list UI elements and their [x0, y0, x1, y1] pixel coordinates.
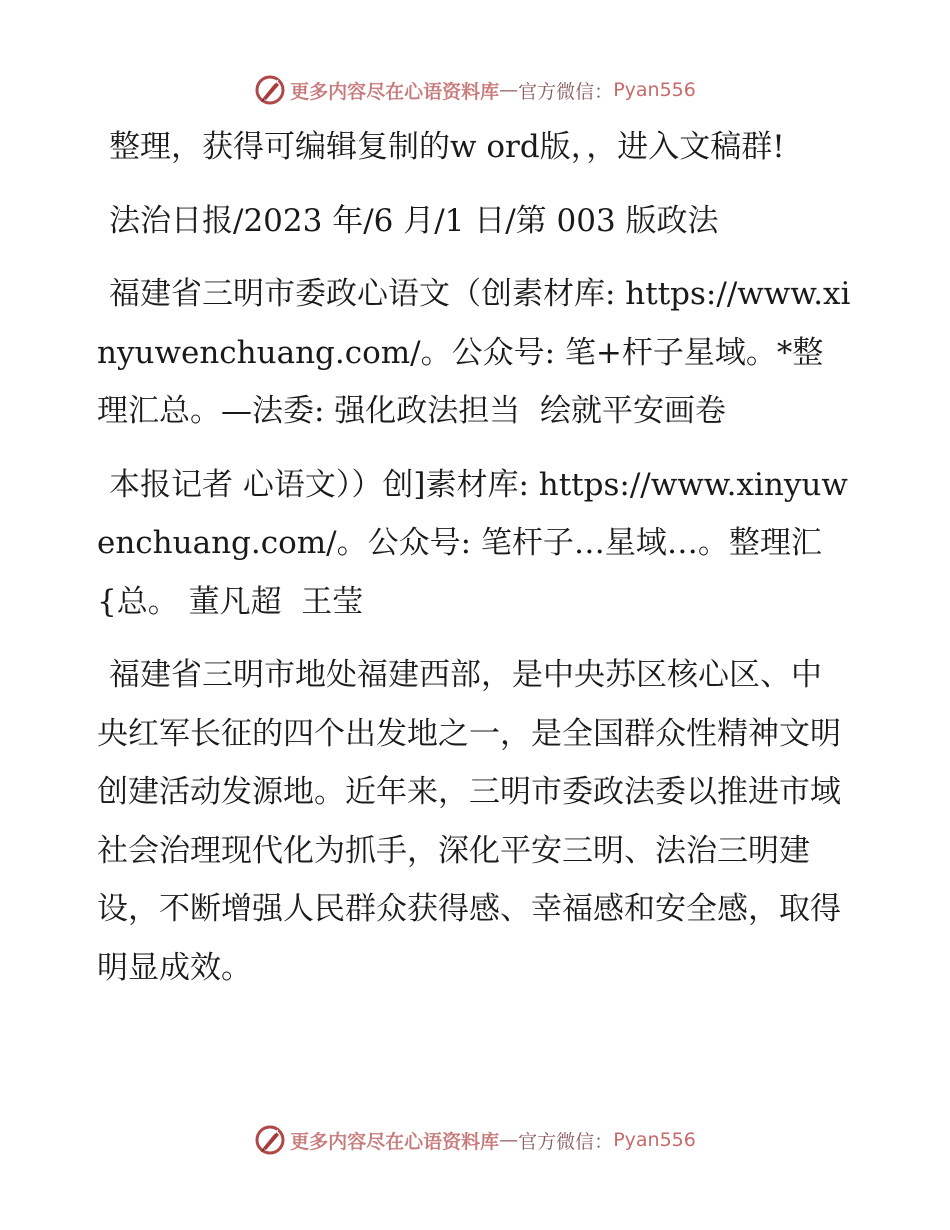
footer-banner: [0, 1120, 950, 1160]
banner-wechat-label: 官方微信：: [518, 1130, 614, 1153]
banner-main-text: 更多内容尽在心语资料库: [290, 80, 500, 103]
quill-pen-logo-icon: [254, 74, 286, 106]
banner-dash: —: [499, 1129, 519, 1151]
banner-dash: —: [499, 79, 519, 101]
banner-main-text: 更多内容尽在心语资料库: [290, 1130, 500, 1153]
paragraph-headline: 福建省三明市委政心语文（创素材库: https://www.xinyuwenchuang.com/。公众号: 笔+杆子星域。*整理汇总。—法委: 强化政法担当 绘就平安画卷: [97, 276, 851, 429]
banner-wechat-label: 官方微信：: [518, 80, 614, 103]
document-body: [97, 118, 852, 997]
header-banner: [0, 70, 950, 110]
paragraph-source-line: 法治日报/2023 年/6 月/1 日/第 003 版政法: [109, 202, 719, 239]
banner-wechat-id: Pyan556: [613, 79, 696, 101]
quill-pen-logo-icon: [254, 1124, 286, 1156]
paragraph-intro: 整理，获得可编辑复制的w ord版，，进入文稿群!: [109, 129, 785, 165]
banner-wechat-id: Pyan556: [613, 1129, 696, 1151]
paragraph-byline: 本报记者 心语文））创]素材库: https://www.xinyuwenchuang.com/。公众号: 笔杆子…星域…。整理汇{总。 董凡超 王莹: [97, 466, 848, 620]
paragraph-body: 福建省三明市地处福建西部，是中央苏区核心区、中央红军长征的四个出发地之一，是全国群众性精神文明创建活动发源地。近年来，三明市委政法委以推进市域社会治理现代化为抓手，深化平安三明、法治三明建设，不断增强人民群众获得感、幸福感和安全感，取得明显成效。: [97, 657, 841, 986]
